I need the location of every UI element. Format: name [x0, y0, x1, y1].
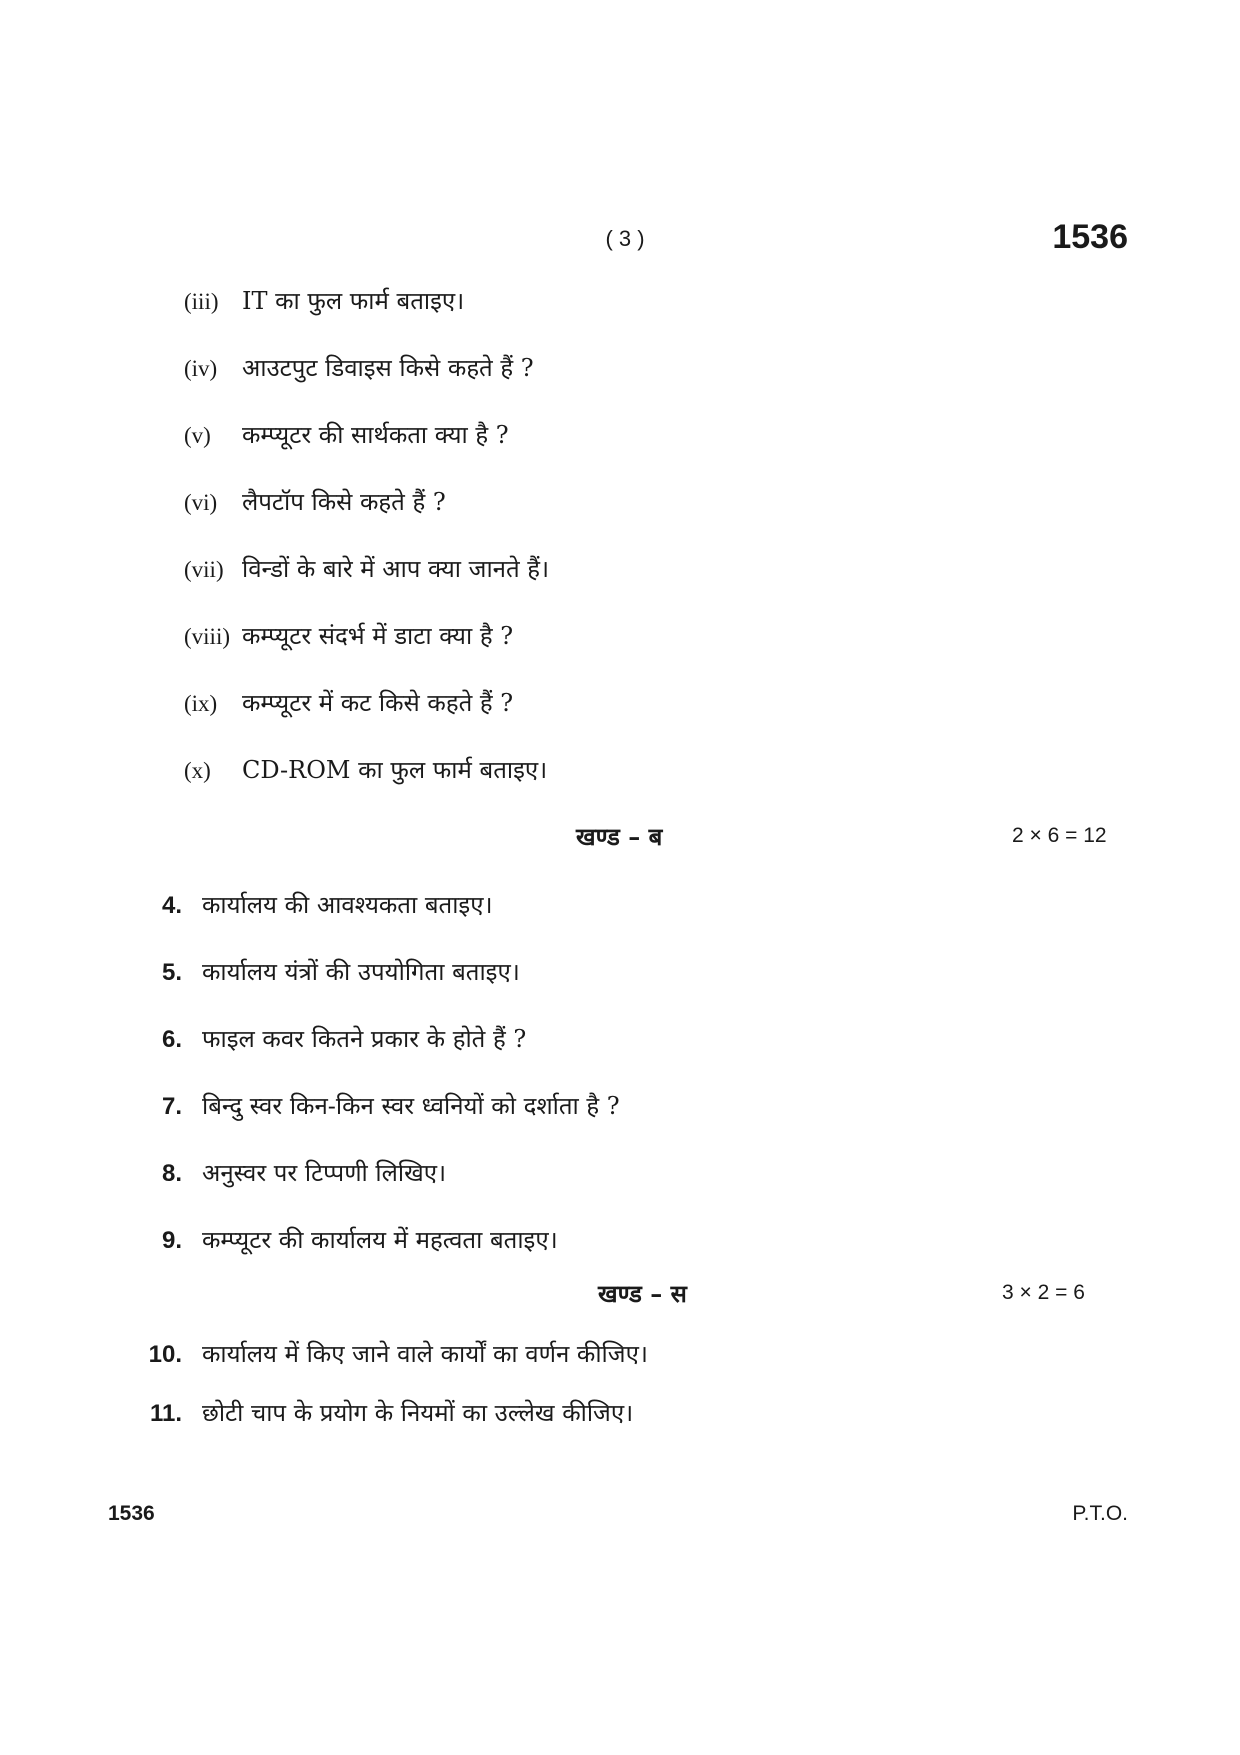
sub-question-number: (iv)	[184, 356, 218, 381]
question	[120, 955, 520, 988]
sub-question-text: IT का फुल फार्म बताइए।	[242, 287, 465, 315]
sub-question-text: CD-ROM का फुल फार्म बताइए।	[242, 756, 548, 784]
question-text: कम्प्यूटर की कार्यालय में महत्वता बताइए।	[202, 1226, 558, 1254]
question-text: कार्यालय की आवश्यकता बताइए।	[202, 891, 493, 919]
sub-question-number: (iii)	[184, 289, 219, 314]
sub-question-text: कम्प्यूटर में कट किसे कहते हैं ?	[242, 689, 514, 717]
question-number: 7.	[161, 1093, 182, 1120]
sub-question	[184, 418, 509, 451]
sub-question-text: आउटपुट डिवाइस किसे कहते हैं ?	[242, 354, 534, 382]
question-text: अनुस्वर पर टिप्पणी लिखिए।	[202, 1159, 447, 1187]
question-number: 10.	[148, 1341, 182, 1368]
sub-question-text: विन्डों के बारे में आप क्या जानते हैं।	[242, 555, 550, 583]
sub-question	[184, 686, 513, 719]
question	[120, 1156, 446, 1189]
question	[120, 1223, 558, 1256]
question-number: 8.	[161, 1160, 182, 1187]
question-text: कार्यालय यंत्रों की उपयोगिता बताइए।	[202, 958, 520, 986]
pto-label: P.T.O.	[1072, 1502, 1128, 1525]
paper-code-header: 1536	[1052, 218, 1128, 256]
sub-question-number: (viii)	[184, 624, 230, 649]
question	[120, 1337, 648, 1370]
section-b-marks: 2 × 6 = 12	[1012, 824, 1107, 847]
section-c-title: खण्ड – स	[598, 1279, 687, 1308]
sub-question	[184, 284, 464, 317]
question	[120, 1022, 526, 1055]
sub-question-number: (vii)	[184, 557, 224, 582]
page-number: ( 3 )	[605, 226, 645, 251]
section-c-marks: 3 × 2 = 6	[1002, 1281, 1085, 1304]
sub-question-text: लैपटॉप किसे कहते हैं ?	[242, 488, 446, 516]
question-number: 5.	[161, 959, 182, 986]
question	[120, 888, 493, 921]
question	[120, 1396, 633, 1429]
sub-question	[184, 485, 446, 518]
sub-question	[184, 619, 513, 652]
sub-question-number: (x)	[184, 758, 211, 783]
sub-question	[184, 351, 534, 384]
sub-question	[184, 552, 549, 585]
question-number: 11.	[149, 1400, 182, 1427]
question-text: कार्यालय में किए जाने वाले कार्यों का वर्णन कीजिए।	[202, 1340, 648, 1368]
question-text: छोटी चाप के प्रयोग के नियमों का उल्लेख कीजिए।	[202, 1399, 634, 1427]
question-text: फाइल कवर कितने प्रकार के होते हैं ?	[202, 1025, 527, 1053]
sub-question-text: कम्प्यूटर की सार्थकता क्या है ?	[242, 421, 509, 449]
sub-question-number: (ix)	[184, 691, 218, 716]
sub-question	[184, 753, 547, 786]
question	[120, 1089, 620, 1122]
section-b-title: खण्ड – ब	[576, 822, 663, 851]
sub-question-text: कम्प्यूटर संदर्भ में डाटा क्या है ?	[242, 622, 514, 650]
question-number: 4.	[161, 892, 182, 919]
question-text: बिन्दु स्वर किन-किन स्वर ध्वनियों को दर्शाता है ?	[202, 1092, 620, 1120]
question-number: 6.	[161, 1026, 182, 1053]
question-number: 9.	[161, 1227, 182, 1254]
sub-question-number: (v)	[184, 423, 211, 448]
paper-code-footer: 1536	[108, 1502, 155, 1525]
sub-question-number: (vi)	[184, 490, 218, 515]
